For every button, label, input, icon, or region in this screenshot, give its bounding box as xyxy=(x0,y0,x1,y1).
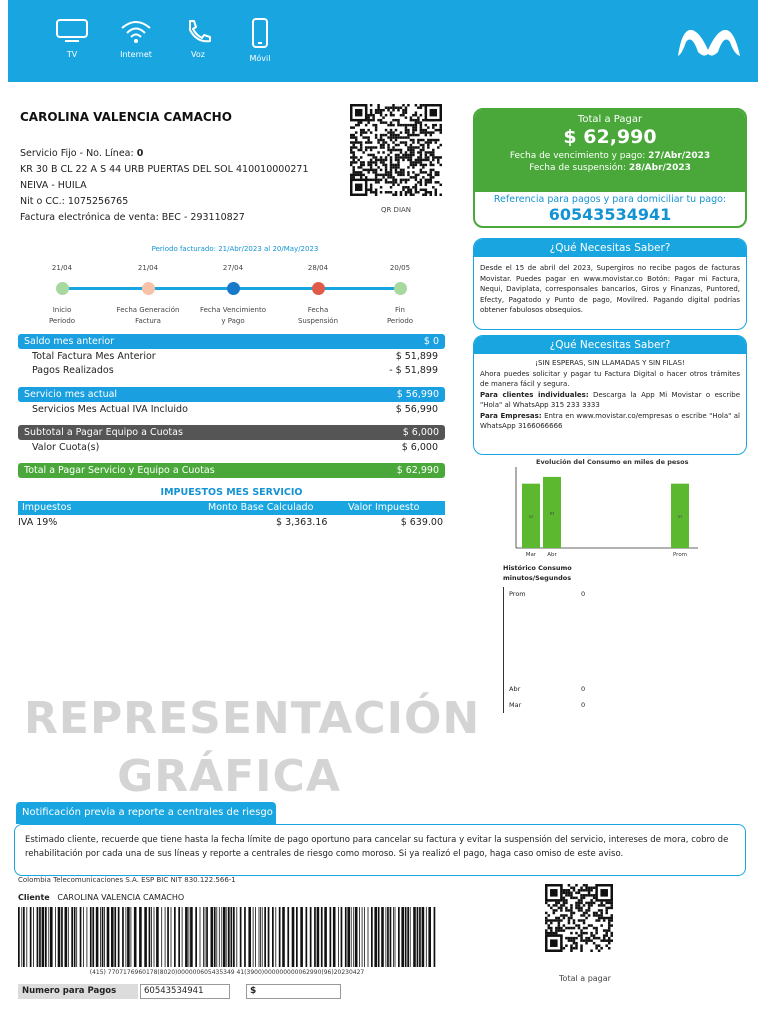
table-row xyxy=(18,517,445,531)
info-box-2 xyxy=(473,335,747,455)
taxes-title: IMPUESTOS MES SERVICIO xyxy=(160,487,303,498)
suspend-label: Fecha de suspensión: xyxy=(529,163,626,173)
payment-qr xyxy=(545,884,613,964)
invoice-number: Factura electrónica de venta: BEC - 293110827 xyxy=(20,212,245,223)
reference-label: Referencia para pagos y para domiciliar tu pago: xyxy=(493,194,727,205)
history-table xyxy=(503,563,613,713)
service-movil xyxy=(230,18,290,63)
history-value: 0 xyxy=(581,590,586,598)
row-value: - $ 51,899 xyxy=(389,365,438,376)
suspend-date: 28/Abr/2023 xyxy=(628,163,691,173)
movistar-logo xyxy=(674,24,744,60)
timeline-dot xyxy=(394,282,407,295)
tax-col-header: Valor Impuesto xyxy=(348,502,420,513)
chart-data-label: 63 xyxy=(549,511,555,516)
info-box-1 xyxy=(473,238,747,330)
chart-data-label: 57 xyxy=(677,514,683,519)
timeline-label: Inicio Periodo xyxy=(48,306,76,325)
amount-field: $ xyxy=(246,984,341,999)
due-date-line xyxy=(475,151,745,161)
chart-data-label: 57 xyxy=(528,514,534,519)
notification-title: Notificación previa a reporte a centrales de riesgo xyxy=(16,802,276,824)
servicio-value: $ 56,990 xyxy=(396,389,439,400)
total-box xyxy=(473,108,747,228)
customer-city: NEIVA - HUILA xyxy=(20,180,87,191)
billing-period: Periodo facturado: 21/Abr/2023 al 20/May/2023 xyxy=(151,245,319,253)
timeline-dot xyxy=(56,282,69,295)
service-header xyxy=(8,0,758,82)
tax-col-header: Monto Base Calculado xyxy=(208,502,314,513)
cliente-label: Cliente xyxy=(18,893,50,902)
history-label: Prom xyxy=(509,590,526,598)
taxes-header xyxy=(18,501,445,515)
subtotal-bar xyxy=(18,425,445,440)
info-box-title: ¿Qué Necesitas Saber? xyxy=(474,239,746,257)
timeline-dot xyxy=(142,282,155,295)
watermark-line: REPRESENTACIÓN xyxy=(24,693,481,744)
timeline-label: Fin Periodo xyxy=(386,306,414,325)
row-label: Pagos Realizados xyxy=(32,365,114,376)
tax-col-header: Impuestos xyxy=(22,502,72,513)
row-value: $ 51,899 xyxy=(395,351,438,362)
history-title: Histórico Consumo minutos/Segundos xyxy=(503,564,572,582)
info-companies xyxy=(480,411,740,432)
timeline-dot xyxy=(312,282,325,295)
line-value: 0 xyxy=(136,148,144,159)
history-value: 0 xyxy=(581,701,586,709)
servicio-bar xyxy=(18,387,445,402)
saldo-value: $ 0 xyxy=(423,336,439,347)
customer-name: CAROLINA VALENCIA CAMACHO xyxy=(20,110,232,124)
timeline-label: Fecha Vencimiento y Pago xyxy=(199,306,267,325)
servicio-label: Servicio mes actual xyxy=(24,389,118,400)
qr-dian xyxy=(350,104,442,204)
saldo-label: Saldo mes anterior xyxy=(24,336,115,347)
payment-reference xyxy=(475,192,745,224)
chart-tick-label: Prom xyxy=(672,552,688,558)
timeline-date: 21/04 xyxy=(137,264,159,272)
history-row xyxy=(509,685,609,693)
tax-cell: $ 639.00 xyxy=(400,517,443,528)
chart-tick-label: Abr xyxy=(547,552,557,558)
history-row xyxy=(509,590,609,598)
history-label: Mar xyxy=(509,701,522,709)
total-header xyxy=(475,110,745,192)
service-label: Voz xyxy=(191,50,205,59)
info-companies-text: Entra en www.movistar.co/empresas o escribe "Hola" al WhatsApp 3166066666 xyxy=(480,411,740,430)
pagos-row xyxy=(32,364,438,377)
suspend-date-line xyxy=(475,163,745,173)
service-label: Móvil xyxy=(249,54,271,63)
payment-barcode xyxy=(18,907,436,967)
row-value: $ 56,990 xyxy=(395,404,438,415)
servicios-iva-row xyxy=(32,403,438,416)
info-box-title: ¿Qué Necesitas Saber? xyxy=(474,336,746,354)
customer-address: KR 30 B CL 22 A S 44 URB PUERTAS DEL SOL 410010000271 xyxy=(20,164,309,175)
customer-info xyxy=(20,146,309,226)
service-label: TV xyxy=(66,50,78,59)
info-box-text: Desde el 15 de abril del 2023, Supergiros no recibe pagos de facturas Movistar. Puedes pagar en www.movistar.co Botón: Pagar mi Factura, Nequi, Daviplata, corresponsales bancarios, Giros y Finanzas, Puntored, Efecty, Pagatodo y Punto de pago, Movilred. Pagando digital podrías obtener fabulosos obsequios. xyxy=(480,264,740,314)
total-servicio-value: $ 62,990 xyxy=(396,465,439,476)
row-value: $ 6,000 xyxy=(401,442,438,453)
subtotal-value: $ 6,000 xyxy=(402,427,439,438)
barcode-number: (415) 7707176960178(8020)000000605435349 41(3900)000000000062990(96)20230427 xyxy=(89,969,365,976)
pagos-label: Numero para Pagos xyxy=(18,984,138,999)
info-companies-label: Para Empresas: xyxy=(480,411,542,420)
payment-qr-label: Total a pagar xyxy=(559,974,611,983)
history-label: Abr xyxy=(509,685,521,693)
phone-icon xyxy=(181,18,215,44)
customer-nit: Nit o CC.: 1075256765 xyxy=(20,196,129,207)
info-clients-text: Descarga la App Mi Movistar o escribe "Hola" al WhatsApp 315 233 3333 xyxy=(480,390,741,409)
line-label: Servicio Fijo - No. Línea: xyxy=(20,148,134,159)
info-clients xyxy=(480,390,740,411)
cliente-name: CAROLINA VALENCIA CAMACHO xyxy=(57,893,185,902)
tax-cell: IVA 19% xyxy=(18,517,58,528)
tv-icon xyxy=(55,18,89,44)
service-tv xyxy=(42,18,102,59)
notification-text: Estimado cliente, recuerde que tiene hasta la fecha límite de pago oportuno para cancelar su factura y evitar la suspensión del servicio, intereses de mora, cobro de rehabilitación por cada una de sus líneas y reporte a centrales de riesgo como moroso. Si ya realizó el pago, haga caso omiso de este aviso. xyxy=(14,824,746,876)
mobile-icon xyxy=(243,18,277,48)
due-date: 27/Abr/2023 xyxy=(648,151,711,161)
history-axis xyxy=(503,587,504,713)
history-value: 0 xyxy=(581,685,586,693)
chart-tick-label: Mar xyxy=(525,552,537,558)
chart-title: Evolución del Consumo en miles de pesos xyxy=(536,458,689,466)
due-label: Fecha de vencimiento y pago: xyxy=(509,151,646,161)
info-clients-label: Para clientes individuales: xyxy=(480,390,589,399)
timeline-label: Fecha Generación Factura xyxy=(116,306,180,325)
row-label: Valor Cuota(s) xyxy=(32,442,100,453)
row-label: Total Factura Mes Anterior xyxy=(32,351,156,362)
row-label: Servicios Mes Actual IVA Incluido xyxy=(32,404,188,415)
timeline-dot xyxy=(227,282,240,295)
cuota-row xyxy=(32,441,438,454)
total-servicio-bar xyxy=(18,463,445,478)
timeline-date: 21/04 xyxy=(51,264,73,272)
reference-number: 60543534941 xyxy=(548,205,672,224)
consumption-chart xyxy=(512,455,752,565)
wifi-icon xyxy=(119,18,153,44)
total-title: Total a Pagar xyxy=(577,114,643,125)
info-intro: Ahora puedes solicitar y pagar tu Factura Digital o hacer otros trámites de manera fácil y segura. xyxy=(480,369,740,388)
service-voz xyxy=(168,18,228,59)
watermark xyxy=(24,690,481,806)
timeline-date: 28/04 xyxy=(307,264,329,272)
company-info: Colombia Telecomunicaciones S.A. ESP BIC NIT 830.122.566-1 xyxy=(18,876,236,884)
info-headline: ¡SIN ESPERAS, SIN LLAMADAS Y SIN FILAS! xyxy=(535,359,685,367)
timeline-date: 20/05 xyxy=(389,264,411,272)
service-label: Internet xyxy=(120,50,152,59)
total-amount: $ 62,990 xyxy=(563,126,657,148)
timeline-label: Fecha Suspensión xyxy=(297,306,339,325)
history-row xyxy=(509,701,609,709)
qr-dian-label: QR DIAN xyxy=(380,206,412,214)
subtotal-label: Subtotal a Pagar Equipo a Cuotas xyxy=(24,427,183,438)
saldo-bar xyxy=(18,334,445,349)
pagos-value: 60543534941 xyxy=(140,984,230,999)
total-anterior-row xyxy=(32,350,438,363)
timeline-date: 27/04 xyxy=(222,264,244,272)
tax-cell: $ 3,363.16 xyxy=(276,517,328,528)
cliente-line xyxy=(18,893,184,902)
total-servicio-label: Total a Pagar Servicio y Equipo a Cuotas xyxy=(24,465,215,476)
info-box-text xyxy=(474,354,746,438)
service-internet xyxy=(106,18,166,59)
watermark-line: GRÁFICA xyxy=(117,751,341,802)
